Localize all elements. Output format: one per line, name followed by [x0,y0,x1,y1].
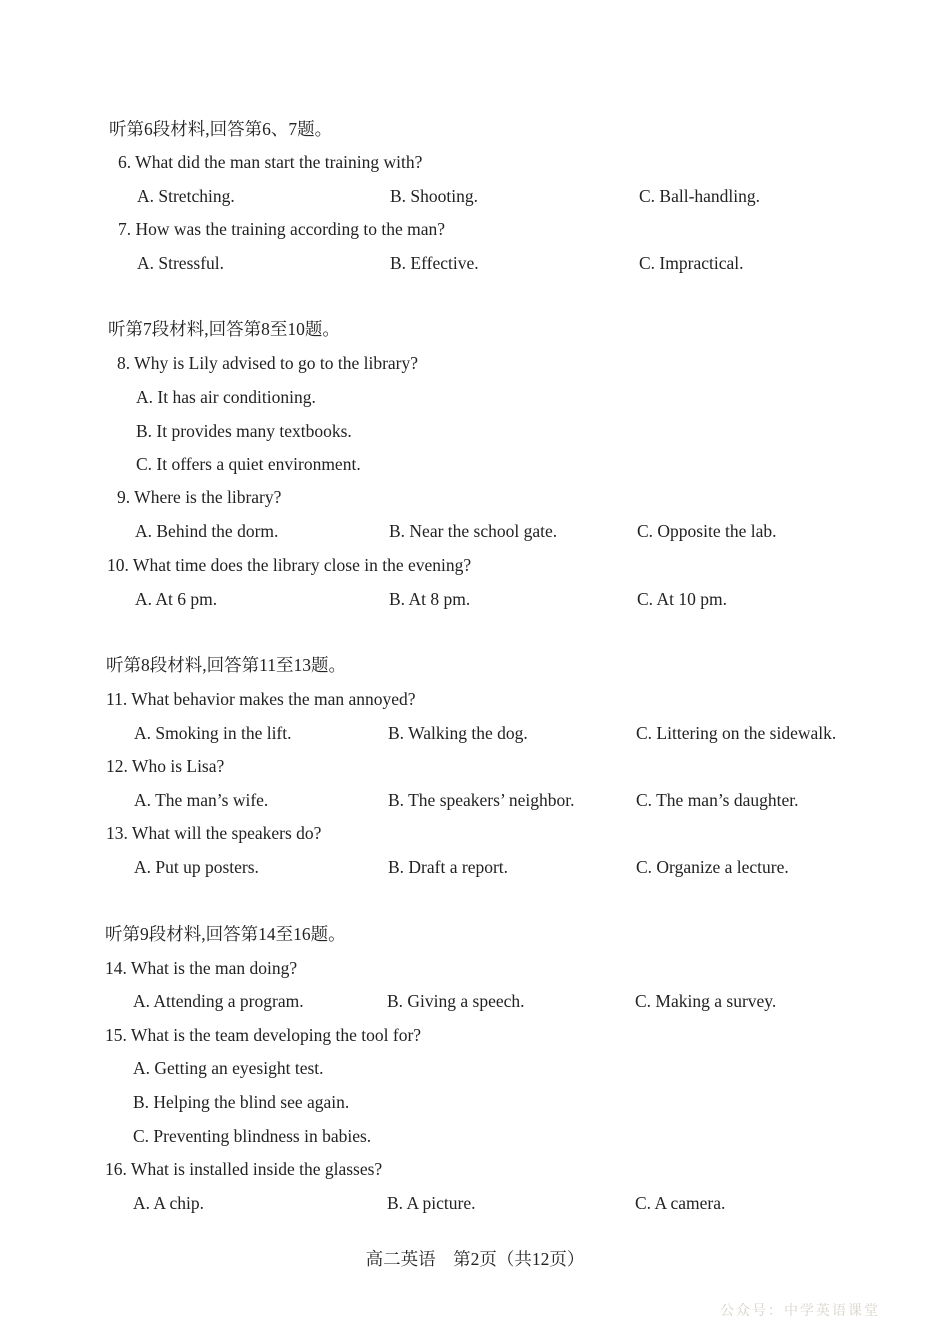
question-stem: 16. What is installed inside the glasses? [105,1159,383,1179]
section-heading: 听第6段材料,回答第6、7题。 [109,119,333,139]
option-b: B. A picture. [387,1193,476,1213]
option-c: C. Littering on the sidewalk. [636,723,837,743]
option-a: A. Smoking in the lift. [134,723,292,743]
page-footer: 高二英语 第2页（共12页） [365,1249,585,1269]
option-a: A. It has air conditioning. [136,387,316,407]
question-stem: 9. Where is the library? [117,487,282,507]
question-stem: 10. What time does the library close in the evening? [107,555,472,575]
option-b: B. The speakers’ neighbor. [388,790,575,810]
option-a: A. Stretching. [137,186,235,206]
option-b: B. Draft a report. [388,857,509,877]
option-a: A. Put up posters. [134,857,259,877]
option-a: A. At 6 pm. [135,589,218,609]
option-c: C. At 10 pm. [637,589,727,609]
section-heading: 听第7段材料,回答第8至10题。 [108,319,340,339]
section-heading: 听第9段材料,回答第14至16题。 [105,924,346,944]
option-c: C. It offers a quiet environment. [136,454,361,474]
option-b: B. Giving a speech. [387,991,525,1011]
question-stem: 7. How was the training according to the man? [118,219,446,239]
option-a: A. Getting an eyesight test. [133,1058,324,1078]
option-c: C. Impractical. [639,253,744,273]
option-c: C. The man’s daughter. [636,790,799,810]
option-a: A. The man’s wife. [134,790,269,810]
option-b: B. Near the school gate. [389,521,558,541]
option-c: C. Ball-handling. [639,186,761,206]
option-c: C. Making a survey. [635,991,777,1011]
option-b: B. Shooting. [390,186,479,206]
question-stem: 11. What behavior makes the man annoyed? [106,689,416,709]
option-b: B. Helping the blind see again. [133,1092,350,1112]
question-stem: 15. What is the team developing the tool for? [105,1025,422,1045]
option-a: A. Stressful. [137,253,225,273]
option-c: C. Opposite the lab. [637,521,777,541]
question-stem: 8. Why is Lily advised to go to the library? [117,353,419,373]
option-c: C. Preventing blindness in babies. [133,1126,372,1146]
option-b: B. It provides many textbooks. [136,421,352,441]
option-b: B. Effective. [390,253,479,273]
option-a: A. Attending a program. [133,991,304,1011]
option-a: A. A chip. [133,1193,204,1213]
section-heading: 听第8段材料,回答第11至13题。 [106,655,346,675]
question-stem: 14. What is the man doing? [105,958,298,978]
option-a: A. Behind the dorm. [135,521,279,541]
option-c: C. Organize a lecture. [636,857,789,877]
question-stem: 13. What will the speakers do? [106,823,322,843]
watermark: 公众号：中学英语课堂 [720,1303,880,1319]
question-stem: 12. Who is Lisa? [106,756,225,776]
option-c: C. A camera. [635,1193,726,1213]
question-stem: 6. What did the man start the training with? [118,152,423,172]
option-b: B. At 8 pm. [389,589,471,609]
option-b: B. Walking the dog. [388,723,528,743]
